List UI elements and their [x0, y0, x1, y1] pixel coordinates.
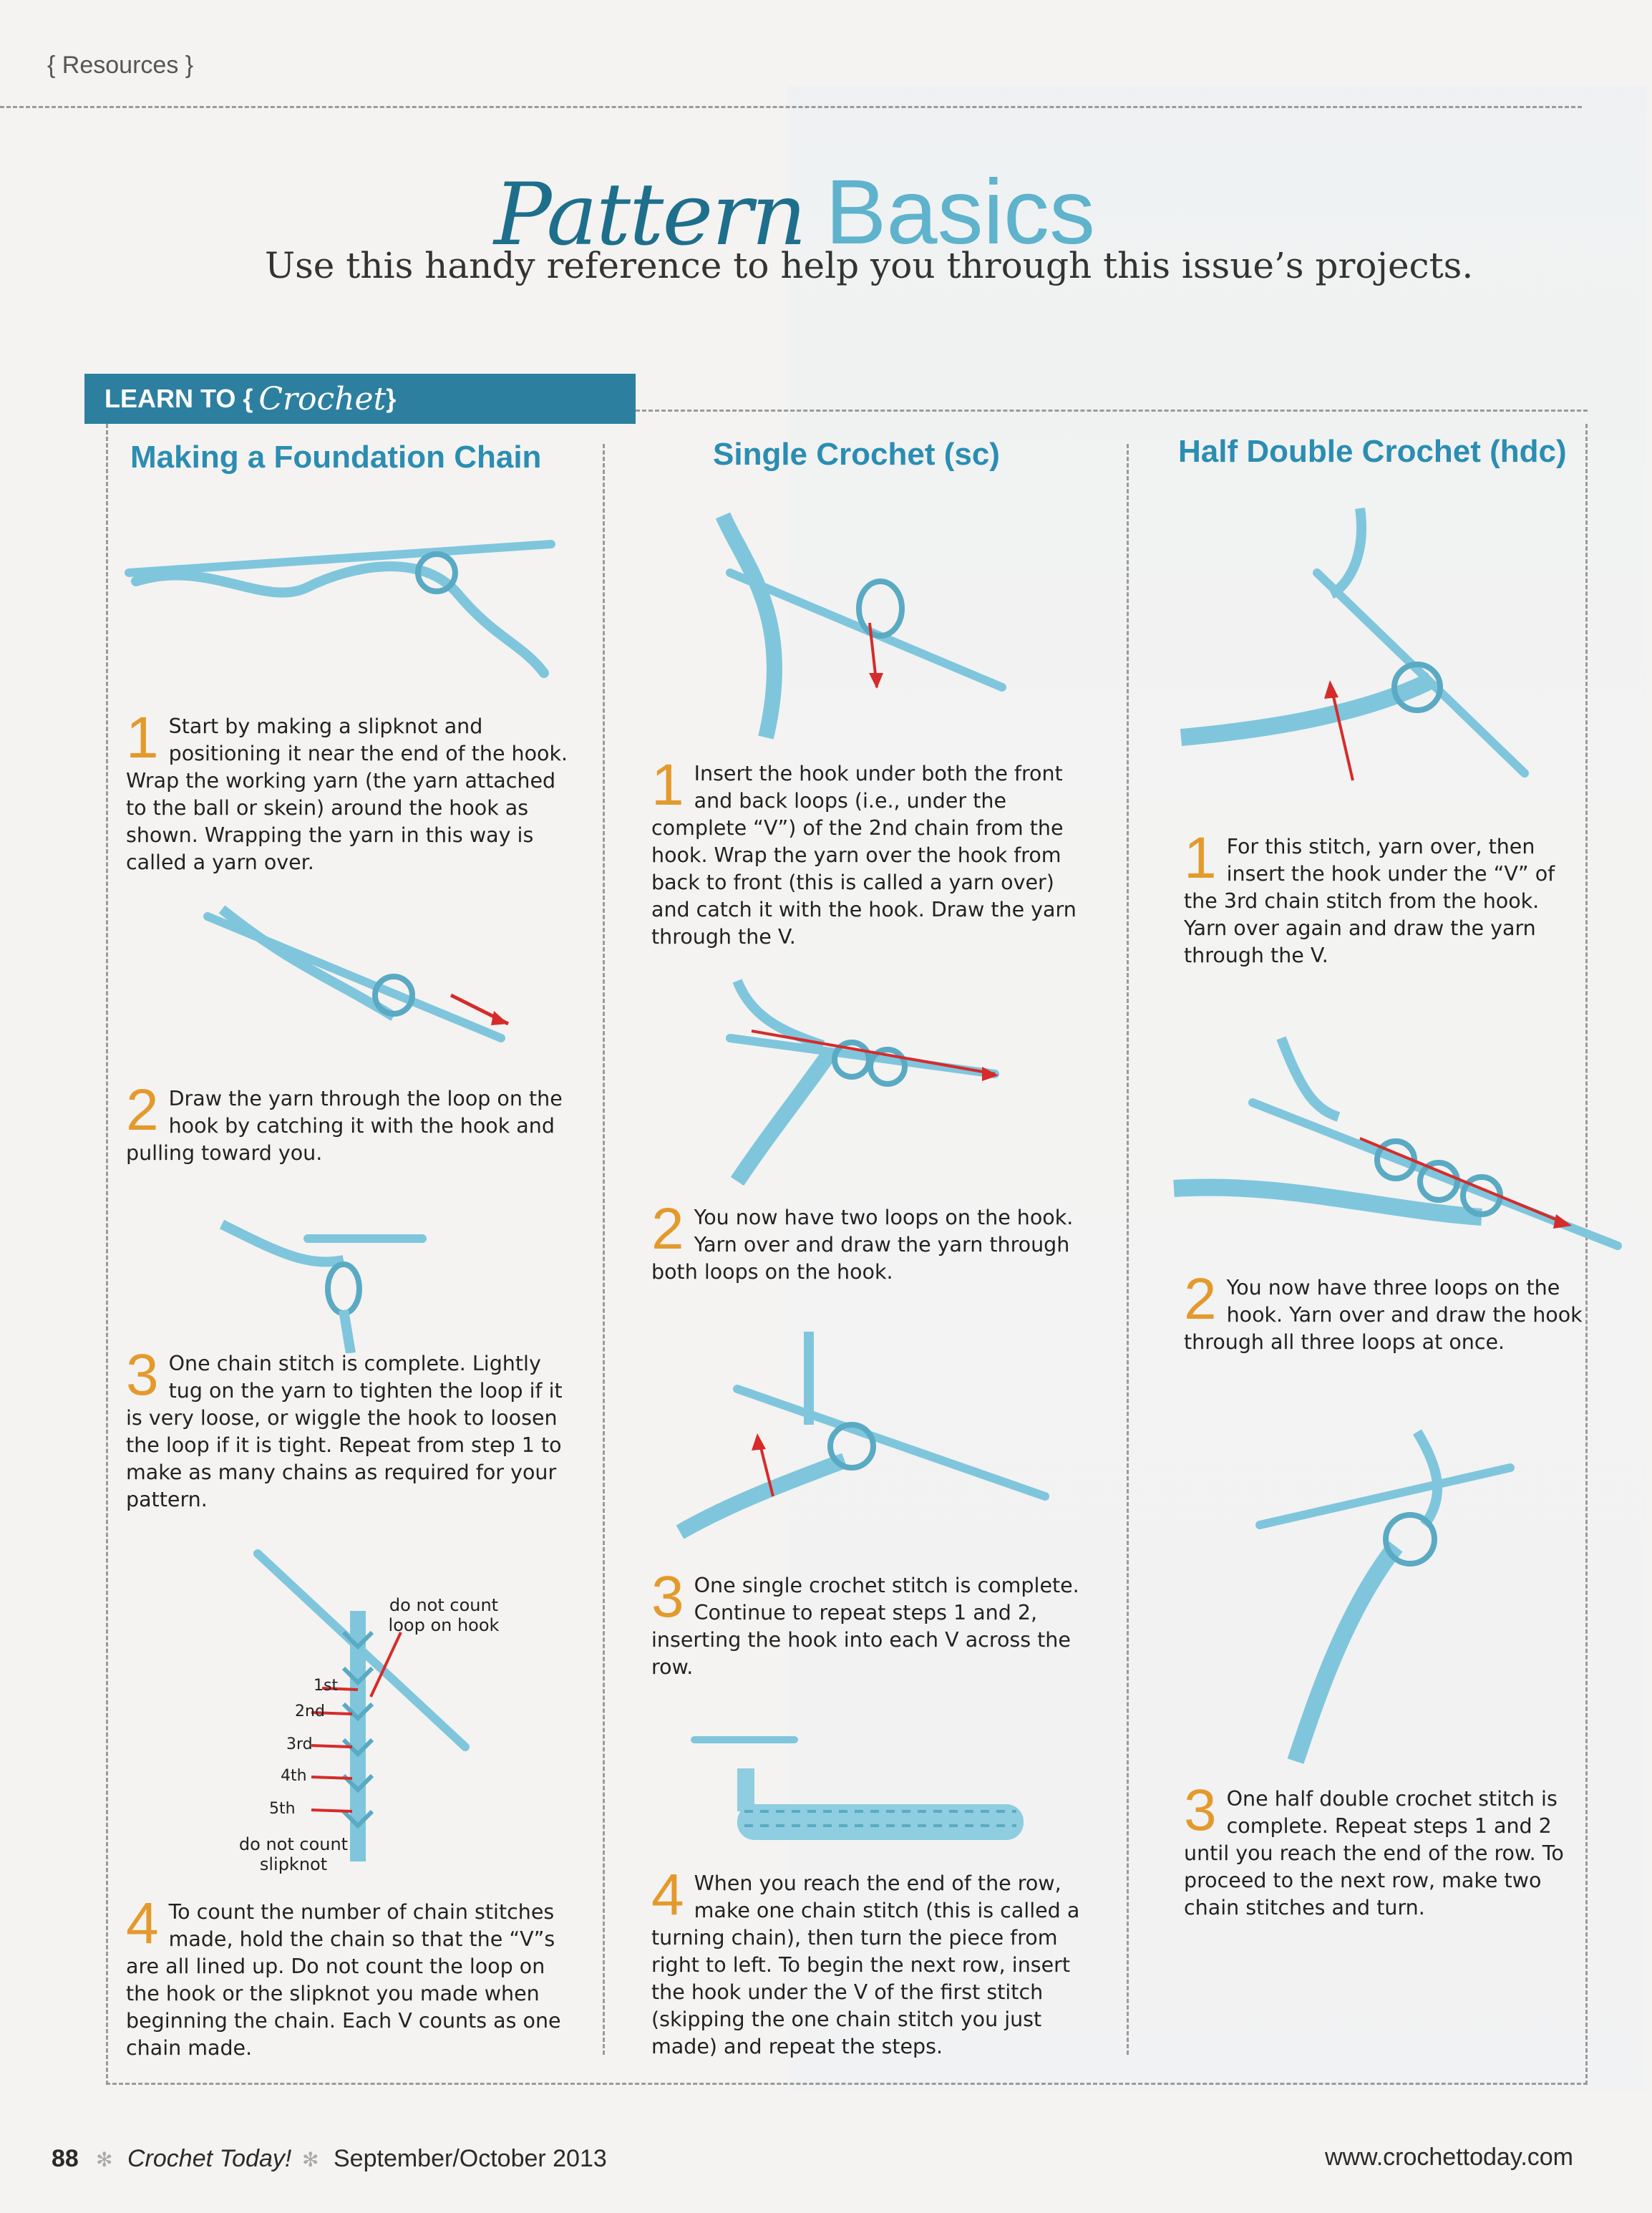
- hdc-step-2: [1184, 1267, 1585, 1356]
- sc-step-3: [651, 1564, 1095, 1681]
- section-tag: { Resources }: [47, 52, 194, 79]
- callout-slipknot: do not count slipknot: [238, 1834, 349, 1874]
- page-subtitle: Use this handy reference to help you through this issue’s projects.: [265, 245, 1474, 286]
- step-number: 4: [651, 1862, 684, 1927]
- hdc-step3-illustration: [1238, 1425, 1525, 1783]
- footer-separator-icon: ✻: [302, 2148, 319, 2171]
- step-number: 2: [1184, 1267, 1217, 1332]
- step-number: 2: [126, 1078, 159, 1143]
- step-number: 3: [126, 1342, 159, 1408]
- foundation-step4-chain-illustration: [236, 1525, 480, 1883]
- banner-prefix: LEARN TO {: [105, 384, 253, 413]
- step-number: 1: [651, 752, 684, 818]
- column-title-foundation-chain: Making a Foundation Chain: [130, 440, 542, 475]
- step-text: When you reach the end of the row, make one chain stitch (this is called a turning chain), then turn the piece from right to left. To begin the next row, insert the hook under the V of the first stitch (skipping the one chain stitch you just made) and repeat the steps.: [651, 1871, 1080, 2058]
- hdc-step2-illustration: [1167, 1031, 1625, 1267]
- step-number: 2: [651, 1196, 684, 1262]
- column-title-half-double-crochet: Half Double Crochet (hdc): [1178, 434, 1567, 469]
- step-text: You now have two loops on the hook. Yarn over and draw the yarn through both loops on the hook.: [651, 1206, 1074, 1284]
- foundation-step-2: [126, 1078, 577, 1167]
- step-number: 1: [126, 705, 159, 770]
- foundation-step3-illustration: [179, 1210, 437, 1353]
- ordinal-label: 3rd: [286, 1735, 313, 1753]
- step-number: 3: [651, 1564, 684, 1630]
- column-divider: [1127, 444, 1129, 2055]
- step-text: One half double crochet stitch is complete. Repeat steps 1 and 2 until you reach the end of the row. To proceed to the next row, make two chain stitches and turn.: [1184, 1787, 1564, 1919]
- banner-suffix: }: [386, 384, 397, 413]
- sc-step-4: [651, 1862, 1095, 2061]
- website-link[interactable]: www.crochettoday.com: [1324, 2144, 1573, 2171]
- callout-loop-on-hook: do not count loop on hook: [388, 1595, 500, 1635]
- title-script-word: Pattern: [494, 165, 806, 265]
- hdc-step1-illustration: [1174, 501, 1532, 788]
- sc-step-1: [651, 752, 1095, 951]
- step-text: One chain stitch is complete. Lightly tug on the yarn to tighten the loop if it is very loose, or wiggle the hook to loosen the loop if it is tight. Repeat from step 1 to make as many chains as required for your pattern.: [126, 1352, 563, 1511]
- step-number: 4: [126, 1891, 159, 1956]
- step-text: Insert the hook under both the front and back loops (i.e., under the complete “V”) of the 2nd chain from the hook. Wrap the yarn over the hook from back to front (this is called a yarn over) and catch it with the hook. Draw the yarn through the V.: [651, 762, 1077, 949]
- step-text: For this stitch, yarn over, then insert the hook under the “V” of the 3rd chain stitch from the hook. Yarn over again and draw the yarn through the V.: [1184, 835, 1555, 967]
- step-text: Draw the yarn through the loop on the hook by catching it with the hook and pulling toward you.: [126, 1087, 563, 1165]
- learn-to-crochet-banner: [84, 374, 636, 424]
- step-text: To count the number of chain stitches made, hold the chain so that the “V”s are all lined up. Do not count the loop on the hook or the slipknot you made when beginning the chain. Each V counts as one chain made.: [126, 1900, 561, 2060]
- magazine-name: Crochet Today!: [127, 2145, 292, 2172]
- issue-date: September/October 2013: [334, 2145, 607, 2172]
- footer-separator-icon: ✻: [96, 2148, 113, 2171]
- step-text: One single crochet stitch is complete. Continue to repeat steps 1 and 2, inserting the hook into each V across the row.: [651, 1574, 1079, 1679]
- step-number: 1: [1184, 825, 1217, 891]
- ordinal-label: 2nd: [295, 1703, 325, 1720]
- sc-step2-illustration: [709, 974, 1009, 1188]
- step-number: 3: [1184, 1778, 1217, 1843]
- banner-divider: [636, 410, 1588, 412]
- top-divider: [0, 106, 1582, 108]
- hdc-step-1: [1184, 825, 1585, 969]
- sc-step-2: [651, 1196, 1095, 1286]
- foundation-step-4: [126, 1891, 577, 2062]
- step-text: You now have three loops on the hook. Yarn over and draw the hook through all three loops at once.: [1184, 1276, 1583, 1354]
- hdc-step-3: [1184, 1778, 1585, 1922]
- column-title-single-crochet: Single Crochet (sc): [713, 437, 1000, 472]
- ordinal-label: 1st: [314, 1677, 339, 1695]
- sc-step3-illustration: [673, 1317, 1059, 1554]
- foundation-step2-illustration: [179, 895, 523, 1067]
- step-text: Start by making a slipknot and positioning it near the end of the hook. Wrap the working yarn (the yarn attached to the ball or skein) around the hook as shown. Wrapping the yarn in this way is called a yarn over.: [126, 715, 568, 874]
- ordinal-label: 4th: [281, 1767, 307, 1785]
- page-number: 88: [52, 2145, 79, 2172]
- foundation-step-1: [126, 705, 577, 876]
- sc-step4-illustration: [680, 1718, 1081, 1861]
- sc-step1-illustration: [687, 501, 1016, 759]
- banner-script-word: Crochet: [258, 380, 387, 417]
- column-divider: [603, 444, 605, 2055]
- foundation-step1-illustration: [122, 530, 565, 694]
- ordinal-label: 5th: [269, 1800, 296, 1818]
- title-main-word: Basics: [825, 161, 1096, 263]
- foundation-step-3: [126, 1342, 577, 1514]
